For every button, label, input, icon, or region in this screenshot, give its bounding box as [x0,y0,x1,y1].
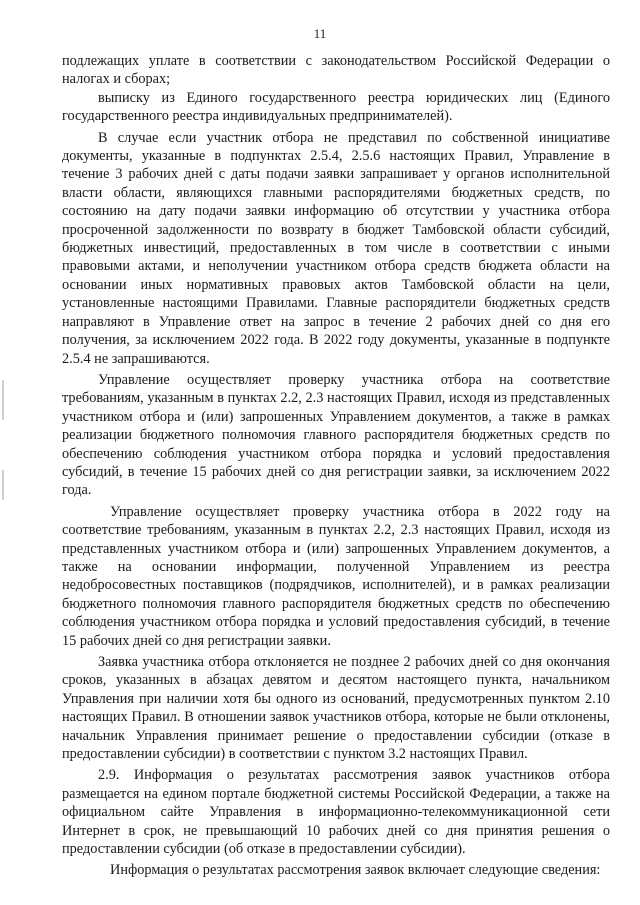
paragraph: Информация о результатах рассмотрения заявок включает следующие сведения: [110,862,601,879]
paragraph: Управление осуществляет проверку участника отбора в 2022 году на соответствие требованиям, указанным в пунктах 2.2, 2.3 настоящих Правил, исходя из представленных участником отбора и (или) запрошенных Управлением документов, а также на основании информации, полученной Управлением из реестра недобросовестных поставщиков (подрядчиков, исполнителей), и в рамках реализации бюджетного полномочия главного распорядителя бюджетных средств по обеспечению соблюдения участником отбора порядка и условий предоставления субсидий, в течение 15 рабочих дней со дня регистрации заявки. [62,503,610,649]
document-body [62,52,610,880]
paragraph: Управление осуществляет проверку участника отбора на соответствие требованиям, указанным в пунктах 2.2, 2.3 настоящих Правил, исходя из представленных участником отбора и (или) запрошенных Управлением документов, а также в рамках реализации бюджетного полномочия главного распорядителя бюджетных средств по обеспечению соблюдения участником отбора порядка и условий предоставления субсидий, в течение 15 рабочих дней со дня регистрации заявки, за исключением 2022 года. [62,371,610,499]
paragraph: выписку из Единого государственного реестра юридических лиц (Единого государственного реестра индивидуальных предпринимателей). [62,89,610,125]
paragraph: подлежащих уплате в соответствии с законодательством Российской Федерации о налогах и сборах; [62,53,610,88]
paragraph: Заявка участника отбора отклоняется не позднее 2 рабочих дней со дня окончания сроков, указанных в абзацах девятом и десятом настоящего пункта, начальником Управления при наличии хотя бы одного из оснований, предусмотренных пунктом 2.10 настоящих Правил. В отношении заявок участников отбора, которые не были отклонены, начальник Управления принимает решение о предоставлении субсидии (отказе в предоставлении субсидии) в соответствии с пунктом 3.2 настоящих Правил. [62,654,610,763]
scan-margin-mark [2,380,4,420]
scan-margin-mark [2,470,4,500]
page-number: 11 [313,26,327,41]
paragraph: В случае если участник отбора не представил по собственной инициативе документы, указанные в подпунктах 2.5.4, 2.5.6 настоящих Правил, Управление в течение 3 рабочих дней с даты подачи заявки запрашивает у органов исполнительной власти области, являющихся главными распорядителями бюджетных средств, по состоянию на дату подачи заявки информацию об отсутствии у участника отбора просроченной задолженности по возврату в бюджет Тамбовской области субсидий, бюджетных инвестиций, предоставленных в том числе в соответствии с иными правовыми актами, и неполучении участником отбора средств бюджета области на основании иных нормативных правовых актов Тамбовской области на цели, установленные настоящими Правилами. Главные распорядители бюджетных средств направляют в Управление ответ на запрос в течение 2 рабочих дней со дня его получения, за исключением 2022 года. В 2022 году документы, указанные в подпункте 2.5.4 не запрашиваются. [62,129,610,367]
section-2-9-paragraph: 2.9. Информация о результатах рассмотрения заявок участников отбора размещается на едином портале бюджетной системы Российской Федерации, а также на официальном сайте Управления в информационно-телекоммуникационной сети Интернет в срок, не превышающий 10 рабочих дней со дня принятия решения о предоставлении субсидии (об отказе в предоставлении субсидии). [62,767,610,858]
